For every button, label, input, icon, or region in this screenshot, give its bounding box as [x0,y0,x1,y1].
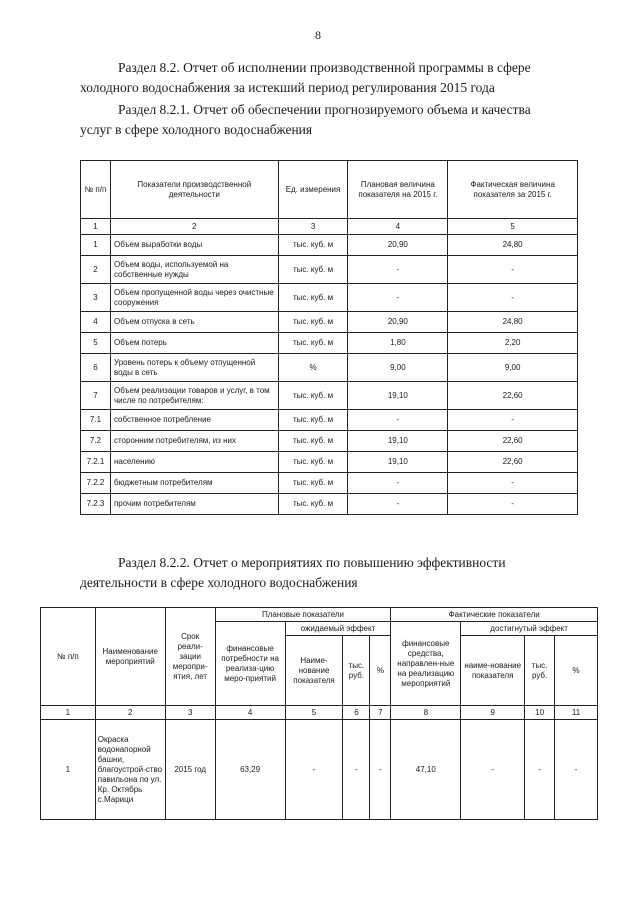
planned-financing: 63,29 [215,720,285,820]
table-row [81,452,578,473]
actual-value: 9,00 [448,354,578,382]
section-8-2-heading [80,58,580,98]
header-cell: финансовые средства, направлен-ные на реализацию мероприятий [391,622,461,706]
row-number: 7.2.2 [81,473,111,494]
heading-line: Раздел 8.2.2. Отчет о мероприятиях по повышению эффективности [118,555,506,570]
actual-value: - [448,284,578,312]
column-number: 2 [95,706,165,720]
table-row [81,284,578,312]
row-number: 6 [81,354,111,382]
column-number-row [41,706,598,720]
unit: тыс. куб. м [278,256,348,284]
indicator-name: собственное потребление [110,410,278,431]
header-cell: № п/п [41,608,96,706]
table-row [81,256,578,284]
indicator-name: прочим потребителям [110,494,278,515]
header-cell: ожидаемый эффект [285,622,391,636]
unit: тыс. куб. м [278,431,348,452]
planned-value: - [348,494,448,515]
row-number: 7 [81,382,111,410]
header-cell: Ед. измерения [278,161,348,219]
planned-value: - [348,284,448,312]
indicator-name: Объем реализации товаров и услуг, в том числе по потребителям: [110,382,278,410]
actual-value: 24,80 [448,312,578,333]
header-cell: № п/п [81,161,111,219]
column-number: 6 [343,706,370,720]
row-number: 7.2.3 [81,494,111,515]
actual-value: 22,60 [448,452,578,473]
table-row [81,494,578,515]
column-number: 2 [110,219,278,235]
planned-value: - [348,473,448,494]
row-number: 7.2 [81,431,111,452]
row-number: 1 [81,235,111,256]
section-8-2-2-heading [80,553,580,593]
unit: тыс. куб. м [278,473,348,494]
page-number: 8 [315,28,321,42]
header-cell: Плановая величина показателя на 2015 г. [348,161,448,219]
production-report-table [80,160,578,515]
header-cell: тыс. руб. [343,636,370,706]
unit: тыс. куб. м [278,410,348,431]
column-number: 10 [525,706,555,720]
section-8-2-1-heading [80,100,580,140]
column-number: 4 [215,706,285,720]
header-cell: наиме-нование показателя [461,636,525,706]
measure-name: Окраска водонапорной башни, благоустрой-ство павильона по ул. Кр. Октябрь с.Марици [95,720,165,820]
column-number: 5 [448,219,578,235]
row-number: 3 [81,284,111,312]
actual-value: - [448,494,578,515]
table-row [81,235,578,256]
indicator-name: бюджетным потребителям [110,473,278,494]
row-number: 1 [41,720,96,820]
indicator-name: Объем пропущенной воды через очистные сооружения [110,284,278,312]
indicator-name: Уровень потерь к объему отпущенной воды в сеть [110,354,278,382]
heading-line: деятельности в сфере холодного водоснабжения [80,575,358,590]
implementation-term: 2015 год [165,720,215,820]
indicator-name: Объем потерь [110,333,278,354]
indicator-name: сторонним потребителям, из них [110,431,278,452]
column-number: 3 [165,706,215,720]
header-cell: Наименование мероприятий [95,608,165,706]
header-cell: Плановые показатели [215,608,391,622]
heading-line: холодного водоснабжения за истекший период регулирования 2015 года [80,80,495,95]
column-number: 1 [81,219,111,235]
unit: тыс. куб. м [278,235,348,256]
header-cell: Фактические показатели [391,608,598,622]
unit: % [278,354,348,382]
planned-value: 19,10 [348,382,448,410]
achieved-indicator-name: - [461,720,525,820]
row-number: 5 [81,333,111,354]
table-row [81,312,578,333]
row-number: 7.2.1 [81,452,111,473]
achieved-rub: - [525,720,555,820]
column-number: 9 [461,706,525,720]
planned-value: - [348,410,448,431]
indicator-name: населению [110,452,278,473]
heading-line: Раздел 8.2. Отчет об исполнении производственной программы в сфере [118,60,531,75]
table-row [81,431,578,452]
table-header-row [41,608,598,622]
header-cell: тыс. руб. [525,636,555,706]
header-cell: Показатели производственной деятельности [110,161,278,219]
column-number: 8 [391,706,461,720]
column-number: 4 [348,219,448,235]
unit: тыс. куб. м [278,452,348,473]
actual-value: 24,80 [448,235,578,256]
expected-rub: - [343,720,370,820]
row-number: 4 [81,312,111,333]
column-number: 3 [278,219,348,235]
unit: тыс. куб. м [278,284,348,312]
row-number: 7.1 [81,410,111,431]
unit: тыс. куб. м [278,494,348,515]
column-number: 11 [555,706,598,720]
header-cell: % [370,636,391,706]
indicator-name: Объем воды, используемой на собственные нужды [110,256,278,284]
actual-financing: 47,10 [391,720,461,820]
table-header-row [81,161,578,219]
planned-value: - [348,256,448,284]
indicator-name: Объем отпуска в сеть [110,312,278,333]
efficiency-measures-table [40,607,598,820]
header-cell: Срок реали-зации меропри-ятия, лет [165,608,215,706]
actual-value: 22,60 [448,431,578,452]
planned-value: 9,00 [348,354,448,382]
header-cell: финансовые потребности на реализа-цию меро-приятий [215,622,285,706]
actual-value: - [448,410,578,431]
table-row [81,333,578,354]
header-cell: достигнутый эффект [461,622,598,636]
planned-value: 20,90 [348,312,448,333]
unit: тыс. куб. м [278,382,348,410]
actual-value: 22,60 [448,382,578,410]
planned-value: 20,90 [348,235,448,256]
actual-value: - [448,473,578,494]
planned-value: 19,10 [348,452,448,473]
table-row [81,473,578,494]
table-row [81,410,578,431]
table-row [41,720,598,820]
table-row [81,382,578,410]
unit: тыс. куб. м [278,312,348,333]
column-number-row [81,219,578,235]
row-number: 2 [81,256,111,284]
header-cell: % [555,636,598,706]
column-number: 5 [285,706,343,720]
expected-percent: - [370,720,391,820]
header-cell: Наиме-нование показателя [285,636,343,706]
actual-value: 2,20 [448,333,578,354]
planned-value: 1,80 [348,333,448,354]
header-cell: Фактическая величина показателя за 2015 г. [448,161,578,219]
indicator-name: Объем выработки воды [110,235,278,256]
table-row [81,354,578,382]
expected-indicator-name: - [285,720,343,820]
heading-line: услуг в сфере холодного водоснабжения [80,122,313,137]
planned-value: 19,10 [348,431,448,452]
heading-line: Раздел 8.2.1. Отчет об обеспечении прогнозируемого объема и качества [118,102,531,117]
unit: тыс. куб. м [278,333,348,354]
column-number: 1 [41,706,96,720]
actual-value: - [448,256,578,284]
achieved-percent: - [555,720,598,820]
column-number: 7 [370,706,391,720]
